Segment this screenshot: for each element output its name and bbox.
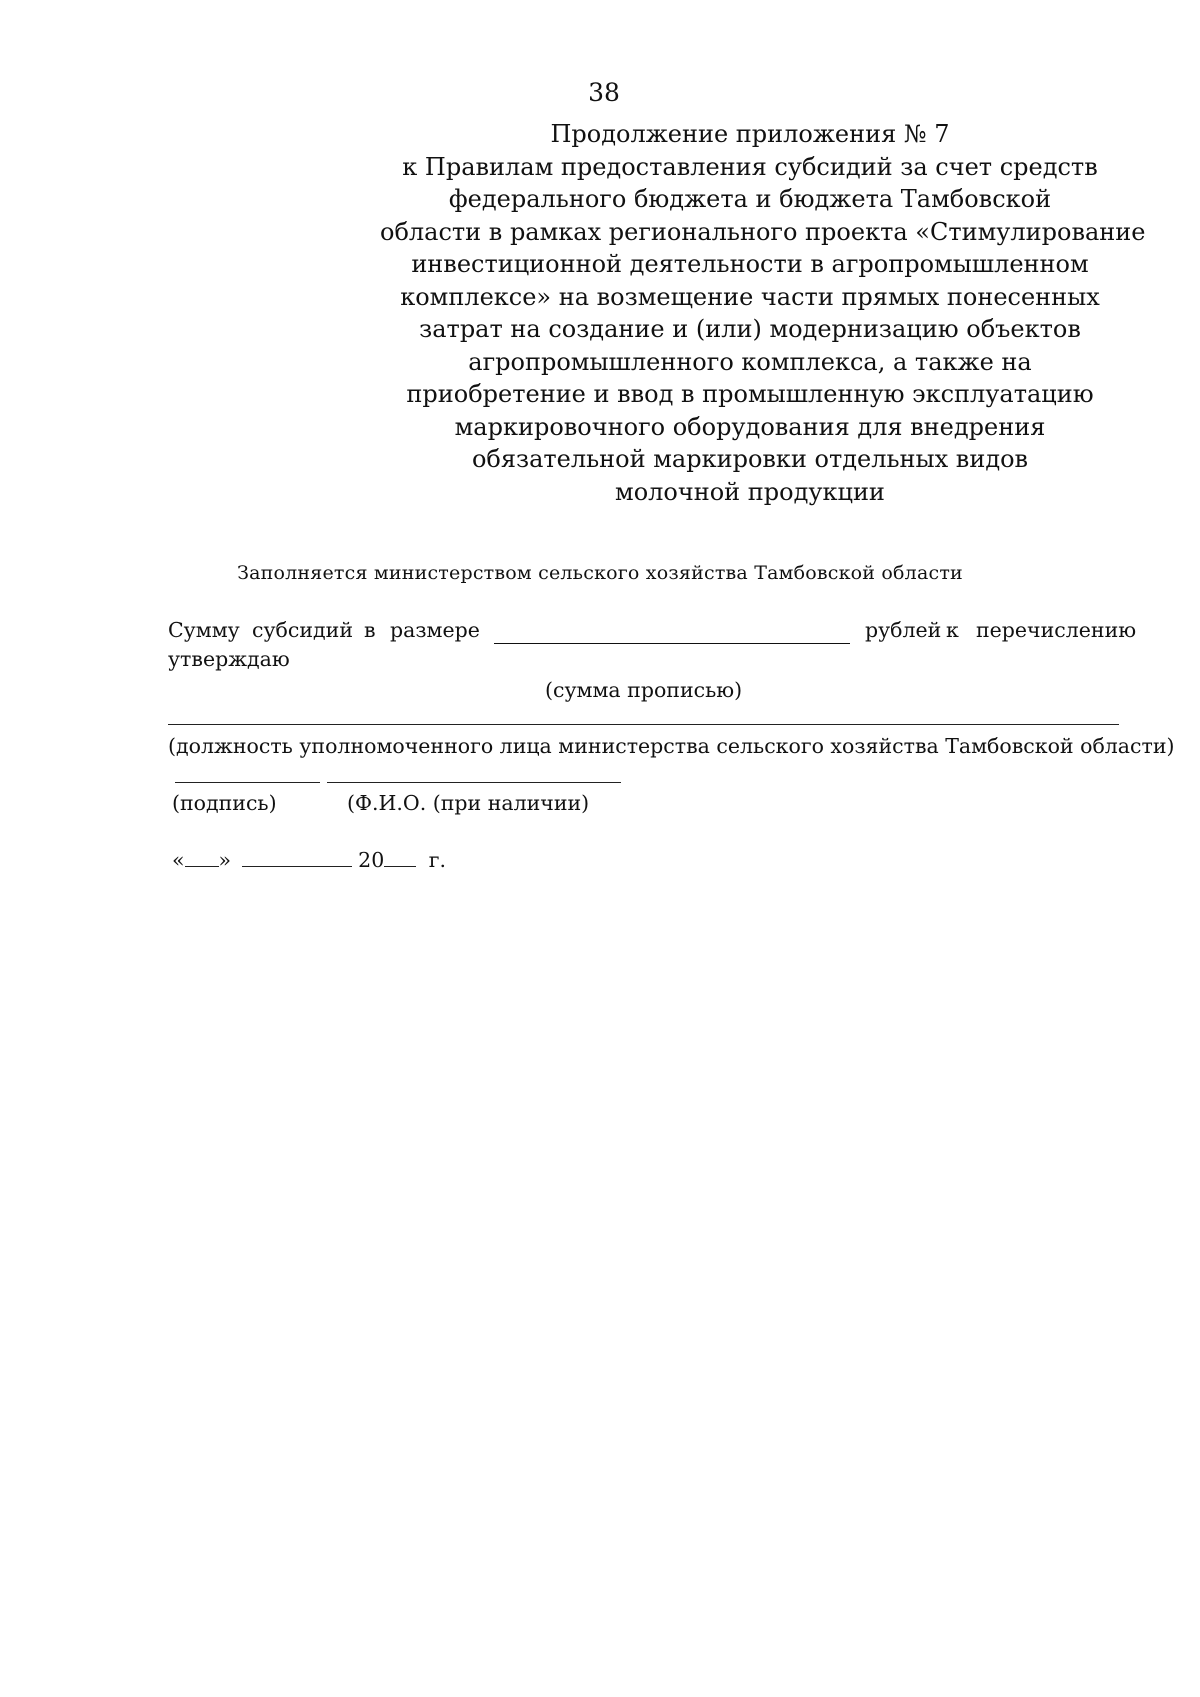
position-field[interactable] (168, 724, 1119, 725)
annex-line: области в рамках регионального проекта «Стимулирование (380, 217, 1146, 246)
annex-line: маркировочного оборудования для внедрения (454, 412, 1046, 441)
position-caption: (должность уполномоченного лица министерства сельского хозяйства Тамбовской области) (168, 734, 1175, 758)
sum-word: размере (390, 618, 480, 642)
annex-line: затрат на создание и (или) модернизацию объектов (419, 315, 1081, 343)
signature-caption: (подпись) (172, 791, 277, 815)
annex-line: Продолжение приложения № 7 (550, 120, 950, 148)
annex-header (380, 118, 1146, 508)
day-field[interactable] (185, 846, 219, 867)
fio-caption: (Ф.И.О. (при наличии) (347, 791, 590, 815)
signature-field[interactable] (175, 782, 320, 783)
year-prefix: 20 (358, 848, 385, 872)
date-row (172, 846, 446, 872)
sum-word: в (364, 618, 376, 642)
sum-word: рублей (865, 618, 942, 642)
annex-line: агропромышленного комплекса, а также на (468, 347, 1032, 376)
fio-field[interactable] (327, 782, 621, 783)
date-open-quote: « (172, 848, 185, 872)
year-field[interactable] (384, 846, 416, 867)
page-number: 38 (588, 78, 620, 107)
annex-line: к Правилам предоставления субсидий за счет средств (402, 152, 1098, 181)
month-field[interactable] (242, 846, 352, 867)
annex-line: молочной продукции (615, 477, 885, 506)
sum-word: к (946, 618, 959, 642)
date-close-quote: » (218, 848, 232, 872)
sum-caption: (сумма прописью) (545, 678, 743, 702)
annex-line: комплексе» на возмещение части прямых понесенных (400, 282, 1100, 311)
sum-word: Сумму (168, 618, 240, 642)
approve-word: утверждаю (168, 647, 290, 671)
sum-word: перечислению (976, 618, 1137, 642)
year-suffix: г. (428, 848, 447, 872)
sum-approval-row (168, 618, 1137, 648)
annex-line: федерального бюджета и бюджета Тамбовской (448, 185, 1052, 213)
sum-amount-field[interactable] (494, 643, 850, 644)
filled-by-note: Заполняется министерством сельского хозяйства Тамбовской области (237, 562, 963, 584)
annex-line: обязательной маркировки отдельных видов (471, 445, 1029, 473)
sum-word: субсидий (252, 618, 353, 642)
annex-line: приобретение и ввод в промышленную эксплуатацию (406, 380, 1094, 408)
annex-line: инвестиционной деятельности в агропромышленном (411, 250, 1089, 278)
